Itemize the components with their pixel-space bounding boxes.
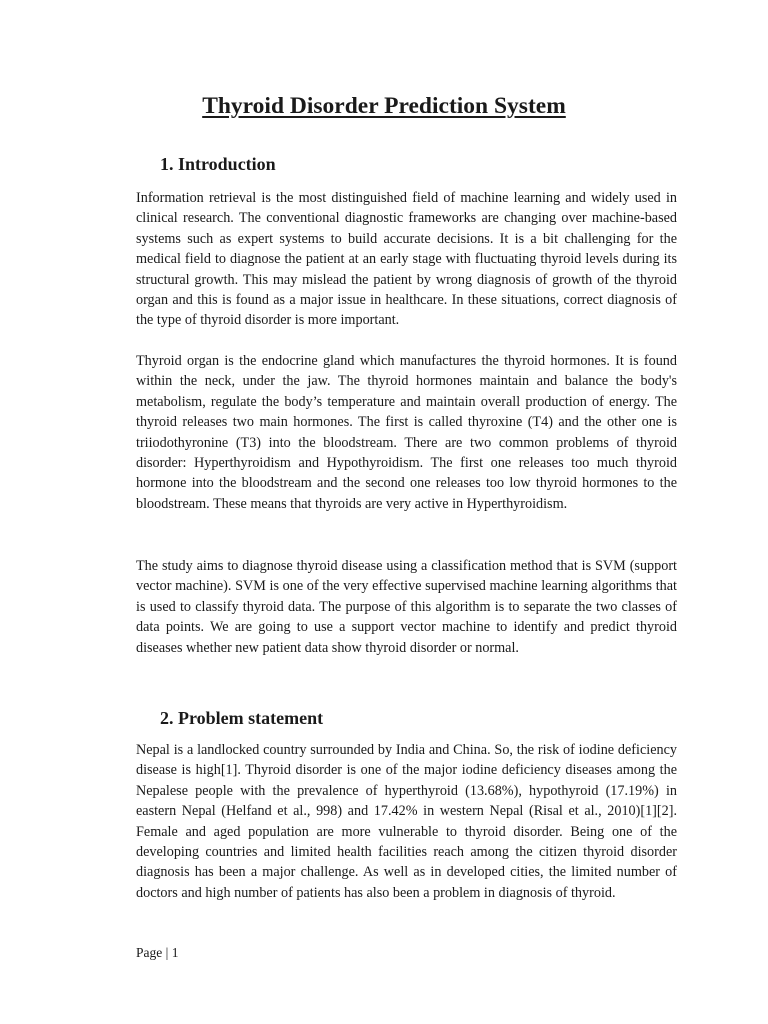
introduction-paragraph-3: The study aims to diagnose thyroid disease using a classification method that is SVM (support vector machine). SVM is one of the very effective supervised machine learning algorithms that is used to classify thyroid data. The purpose of this algorithm is to separate the two classes of data points. We are going to use a support vector machine to identify and predict thyroid diseases whether new patient data show thyroid disorder or normal.: [136, 558, 677, 656]
section-heading-problem-statement: 2. Problem statement: [160, 708, 324, 728]
section-heading-introduction: 1. Introduction: [160, 154, 276, 174]
document-title: Thyroid Disorder Prediction System: [202, 93, 566, 119]
problem-statement-paragraph: Nepal is a landlocked country surrounded by India and China. So, the risk of iodine deficiency disease is high[1]. Thyroid disorder is one of the major iodine deficiency diseases among the Nepalese people with the prevalence of hyperthyroid (13.68%), hypothyroid (17.19%) in eastern Nepal (Helfand et al., 998) and 17.42% in western Nepal (Risal et al., 2010)[1][2]. Female and aged population are more vulnerable to thyroid disorder. Being one of the developing countries and limited health facilities reach among the citizen thyroid disorder diagnosis has been a major challenge. As well as in developed cities, the limited number of doctors and high number of patients has also been a problem in diagnosis of thyroid.: [136, 742, 677, 901]
introduction-paragraph-1: Information retrieval is the most distinguished field of machine learning and widely used in clinical research. The conventional diagnostic frameworks are changing over machine-based systems such as expert systems to build accurate decisions. It is a bit challenging for the medical field to diagnose the patient at an early stage with fluctuating thyroid levels during its structural growth. This may mislead the patient by wrong diagnosis of growth of the thyroid organ and this is found as a major issue in healthcare. In these situations, correct diagnosis of the type of thyroid disorder is more important.: [136, 190, 677, 329]
introduction-paragraph-2: Thyroid organ is the endocrine gland which manufactures the thyroid hormones. It is found within the neck, under the jaw. The thyroid hormones maintain and balance the body's metabolism, regulate the body’s temperature and maintain overall production of energy. The thyroid releases two main hormones. The first is called thyroxine (T4) and the other one is triiodothyronine (T3) into the bloodstream. There are two common problems of thyroid disorder: Hyperthyroidism and Hypothyroidism. The first one releases too much thyroid hormone into the bloodstream and the second one releases too low thyroid hormones to the bloodstream. These means that thyroids are very active in Hyperthyroidism.: [136, 353, 677, 512]
page-number-footer: Page | 1: [136, 945, 179, 960]
